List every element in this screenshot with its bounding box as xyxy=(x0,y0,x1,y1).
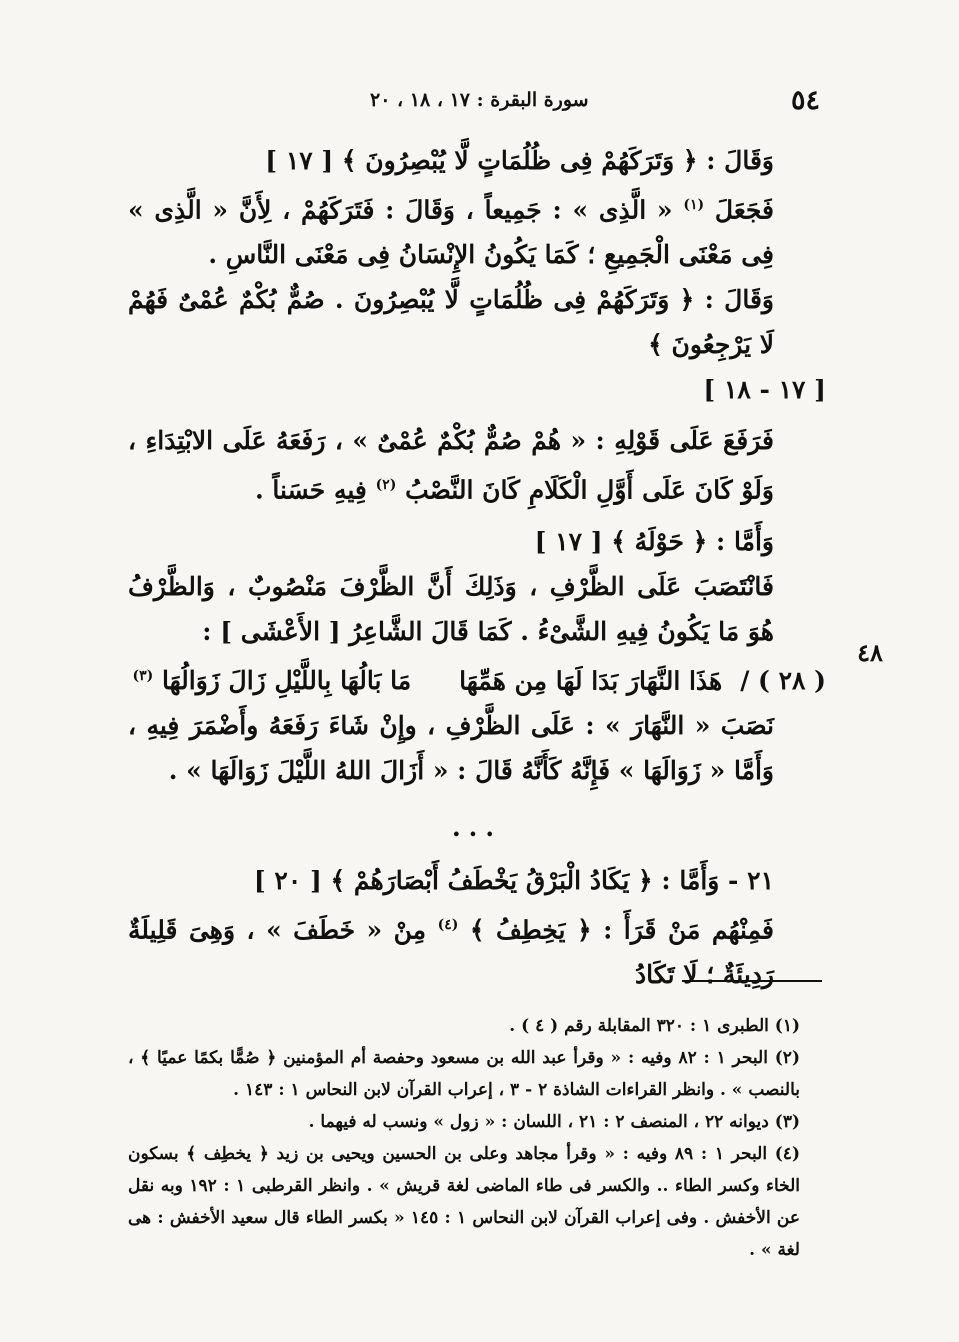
footnotes xyxy=(128,1010,818,1266)
verse-quote: ٢١ - وَأَمَّا : ﴿ يَكَادُ الْبَرْقُ يَخْطَفُ أَبْصَارَهُمْ ﴾ [ ٢٠ ] xyxy=(253,865,774,895)
footnote-2: (٢) البحر ١ : ٨٢ وفيه : « وقرأ عبد الله بن مسعود وحفصة أم المؤمنين ﴿ صُمًّا بكمًا عميًا ﴾ ، بالنصب » . وانظر القراءات الشاذة ٢ - ٣ ، إعراب القرآن لابن النحاس ١ : ١٤٣ . xyxy=(128,1048,800,1100)
footnote-1: (١) الطبرى ١ : ٣٢٠ المقابلة رقم ( ٤ ) . xyxy=(509,1016,800,1036)
text-span: مِنْ « خَطَفَ » ، وَهِىَ قَلِيلَةٌ رَدِيئَةٌ ؛ لَا تَكَادُ xyxy=(128,915,774,990)
footnote-ref: (٤) xyxy=(437,916,459,933)
poem-number: ( ٢٨ ) / xyxy=(740,665,826,695)
footnote-divider xyxy=(682,980,822,982)
paragraph: فَانْتَصَبَ عَلَى الظَّرْفِ ، وَذَلِكَ أَنَّ الظَّرْفَ مَنْصُوبٌ ، وَالظَّرْفُ هُوَ مَا يَكُونُ فِيهِ الشَّىْءُ . كَمَا قَالَ الشَّاعِرُ [ الأَعْشَى ] : xyxy=(128,571,774,646)
running-title: سورة البقرة : ١٧ ، ١٨ ، ٢٠ xyxy=(370,89,589,111)
text-span: فَجَعَلَ xyxy=(714,195,774,225)
footnote-3: (٣) ديوانه ٢٢ ، المنصف ٢ : ٢١ ، اللسان : « زول » ونسب له فيهما . xyxy=(308,1112,800,1132)
poem-line xyxy=(128,654,826,703)
main-text xyxy=(128,138,826,997)
poem-hemistich-2: مَا بَالُهَا بِاللَّيْلِ زَالَ زَوَالُهَا xyxy=(162,665,412,695)
footnote-ref: (٣) xyxy=(132,667,154,684)
paragraph: نَصَبَ « النَّهَارَ » : عَلَى الظَّرْفِ ، وإِنْ شَاءَ رَفَعَهُ وأَضْمَرَ فِيهِ ، وَأَمَّا « زَوَالَهَا » فَإِنَّهُ كَأَنَّهُ قَالَ : « أَزَالَ اللهُ اللَّيْلَ زَوَالَهَا » . xyxy=(128,710,774,785)
paragraph xyxy=(128,183,826,277)
page-header xyxy=(370,80,820,120)
verse-reference: [ ١٧ - ١٨ ] xyxy=(703,375,826,405)
text-span: فَرَفَعَ عَلَى قَوْلِهِ : « هُمْ صُمٌّ بُكْمٌ عُمْىٌ » ، رَفَعَهُ عَلَى الابْتِدَاءِ ، وَلَوْ كَانَ عَلَى أَوَّلِ الْكَلَامِ كَانَ النَّصْبُ xyxy=(128,426,774,505)
paragraph xyxy=(128,418,826,512)
verse-quote: وَقَالَ : ﴿ وَتَرَكَهُمْ فِى ظُلُمَاتٍ لَّا يُبْصِرُونَ . صُمٌّ بُكْمٌ عُمْىٌ فَهُمْ لَا يَرْجِعُونَ ﴾ xyxy=(128,285,774,360)
section-separator: ... xyxy=(451,812,503,842)
text-span: فَمِنْهُم مَنْ قَرَأَ : ﴿ يَخِطِفُ ﴾ xyxy=(469,915,774,945)
page-number: ٥٤ xyxy=(790,84,820,116)
verse-quote: وَأَمَّا : ﴿ حَوْلَهُ ﴾ [ ١٧ ] xyxy=(534,526,774,556)
poem-hemistich-1: هَذَا النَّهَارَ بَدَا لَهَا مِن هَمِّهَا xyxy=(459,665,723,695)
text-span: « الَّذِى » : جَمِيعاً ، وَقَالَ : فَتَرَكَهُمْ ، لِأَنَّ « الَّذِى » فِى مَعْنَى الْجَمِيعِ ؛ كَمَا يَكُونُ الإِنْسَانُ فِى مَعْنَى النَّاسِ . xyxy=(128,195,774,270)
margin-page-number: ٤٨ xyxy=(857,638,883,667)
paragraph xyxy=(128,903,826,997)
footnote-ref: (٢) xyxy=(375,477,397,494)
verse-quote: وَقَالَ : ﴿ وَتَرَكَهُمْ فِى ظُلُمَاتٍ لَّا يُبْصِرُونَ ﴾ [ ١٧ ] xyxy=(265,146,774,175)
footnote-4: (٤) البحر ١ : ٨٩ وفيه : « وقرأ مجاهد وعلى بن الحسين ويحيى بن زيد ﴿ يخطِف ﴾ بسكون الخاء وكسر الطاء .. والكسر فى طاء الماضى لغة قريش » . وانظر القرطبى ١ : ١٩٢ وبه نقل عن الأخفش . وفى إعراب القرآن لابن النحاس ١ : ١٤٥ « بكسر الطاء قال سعيد الأخفش : هى لغة » . xyxy=(128,1144,800,1260)
text-span: فِيهِ حَسَناً . xyxy=(254,475,367,505)
footnote-ref: (١) xyxy=(683,197,705,213)
